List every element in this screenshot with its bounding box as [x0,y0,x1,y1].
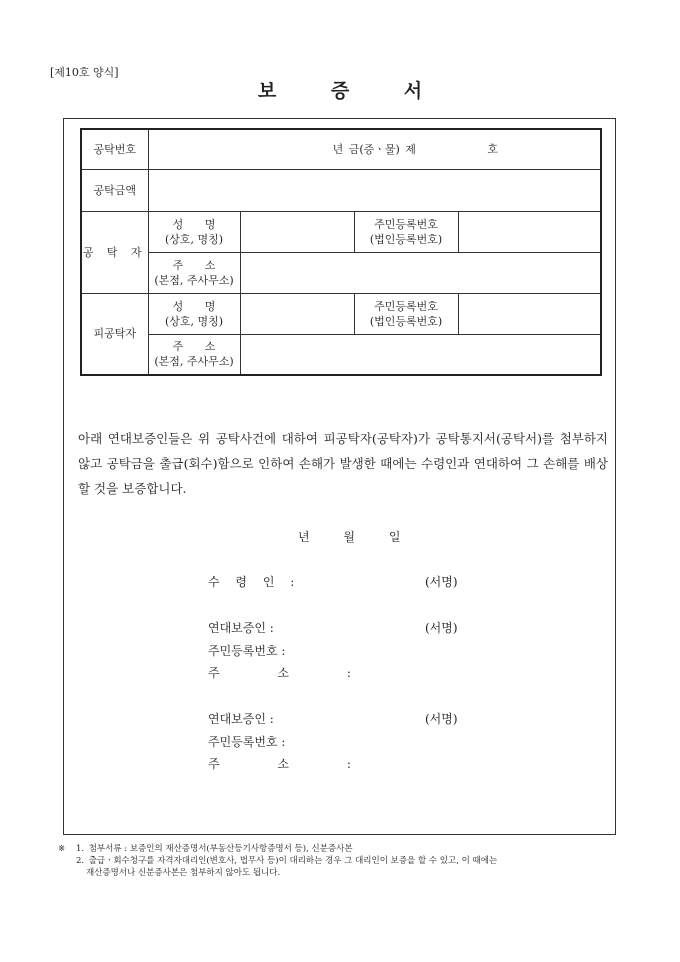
footnotes [58,843,628,879]
recipient-label: 수 령 인 : [208,575,295,589]
depositee-name-row [81,293,601,334]
guarantor1-label: 연대보증인 : [208,621,274,635]
document-title: 보 증 서 [257,80,447,102]
depositee-address-line1: 주 소 [172,340,216,354]
depositor-address-label [148,252,240,293]
depositor-address-row [81,252,601,293]
depositor-id-label [354,211,458,252]
depositee-address-field[interactable] [240,334,601,375]
footnote-2 [58,855,628,867]
footnote-2-number: 2. [76,856,85,866]
footnote-2-continuation: 재산증명서나 신분증사본은 첨부하지 않아도 됩니다. [86,868,281,878]
depositor-id-line2: (법인등록번호) [369,232,443,246]
guarantor2-seal: (서명) [425,712,458,726]
date-line: 년 월 일 [298,530,401,544]
depositee-id-label [354,293,458,334]
guarantor2-resident-no-label: 주민등록번호 : [208,735,286,749]
case-number-row [81,129,601,169]
guarantor1-address-label: 주 소 : [208,666,351,680]
depositee-name-label [148,293,240,334]
depositee-address-line2: (본점, 주사무소) [154,355,234,369]
depositee-name-line2: (상호, 명칭) [164,314,224,328]
case-number-suffix: 호 [487,142,499,156]
footnote-1 [58,843,628,855]
depositee-name-field[interactable] [240,293,354,334]
depositee-address-label [148,334,240,375]
depositee-id-field[interactable] [458,293,601,334]
depositor-address-line1: 주 소 [172,258,216,272]
recipient-seal: (서명) [425,575,458,589]
case-number-text: 년 금(증ㆍ물) 제 [332,142,416,156]
depositor-name-line1: 성 명 [172,217,216,231]
depositee-address-row [81,334,601,375]
amount-label: 공탁금액 [81,169,148,211]
case-number-label: 공탁번호 [81,129,148,169]
footnote-2-text: 출급ㆍ회수청구를 자격자대리인(변호사, 법무사 등)이 대리하는 경우 그 대리인이 보증을 할 수 있고, 이 때에는 [88,856,498,866]
guarantor2-label: 연대보증인 : [208,712,274,726]
depositee-name-line1: 성 명 [172,299,216,313]
guarantor1-seal: (서명) [425,621,458,635]
depositor-name-field[interactable] [240,211,354,252]
depositee-label: 피공탁자 [81,293,148,375]
depositee-id-line1: 주민등록번호 [374,299,438,313]
guarantor1-resident-no-label: 주민등록번호 : [208,644,286,658]
guarantee-statement: 아래 연대보증인들은 위 공탁사건에 대하여 피공탁자(공탁자)가 공탁통지서(공탁서)를 첨부하지 않고 공탁금을 출급(회수)함으로 인하여 손해가 발생한 때에는 수령인과 연대하여 그 손해를 배상할 것을 보증합니다. [78,431,608,496]
deposit-info-table [80,128,602,376]
case-number-field[interactable] [148,129,601,169]
amount-field[interactable] [148,169,601,211]
amount-row [81,169,601,211]
guarantor2-address-label: 주 소 : [208,757,351,771]
depositee-id-line2: (법인등록번호) [369,314,443,328]
depositor-name-line2: (상호, 명칭) [164,232,224,246]
depositor-id-line1: 주민등록번호 [374,217,438,231]
depositor-id-field[interactable] [458,211,601,252]
depositor-label: 공 탁 자 [81,211,148,293]
footnote-marker: ※ [58,844,66,854]
depositor-name-row [81,211,601,252]
depositor-address-line2: (본점, 주사무소) [154,273,234,287]
footnote-1-text: 첨부서류 : 보증인의 재산증명서(부동산등기사항증명서 등), 신분증사본 [88,844,353,854]
form-number: [제10호 양식] [50,66,119,79]
footnote-1-number: 1. [76,844,85,854]
depositor-address-field[interactable] [240,252,601,293]
depositor-name-label [148,211,240,252]
